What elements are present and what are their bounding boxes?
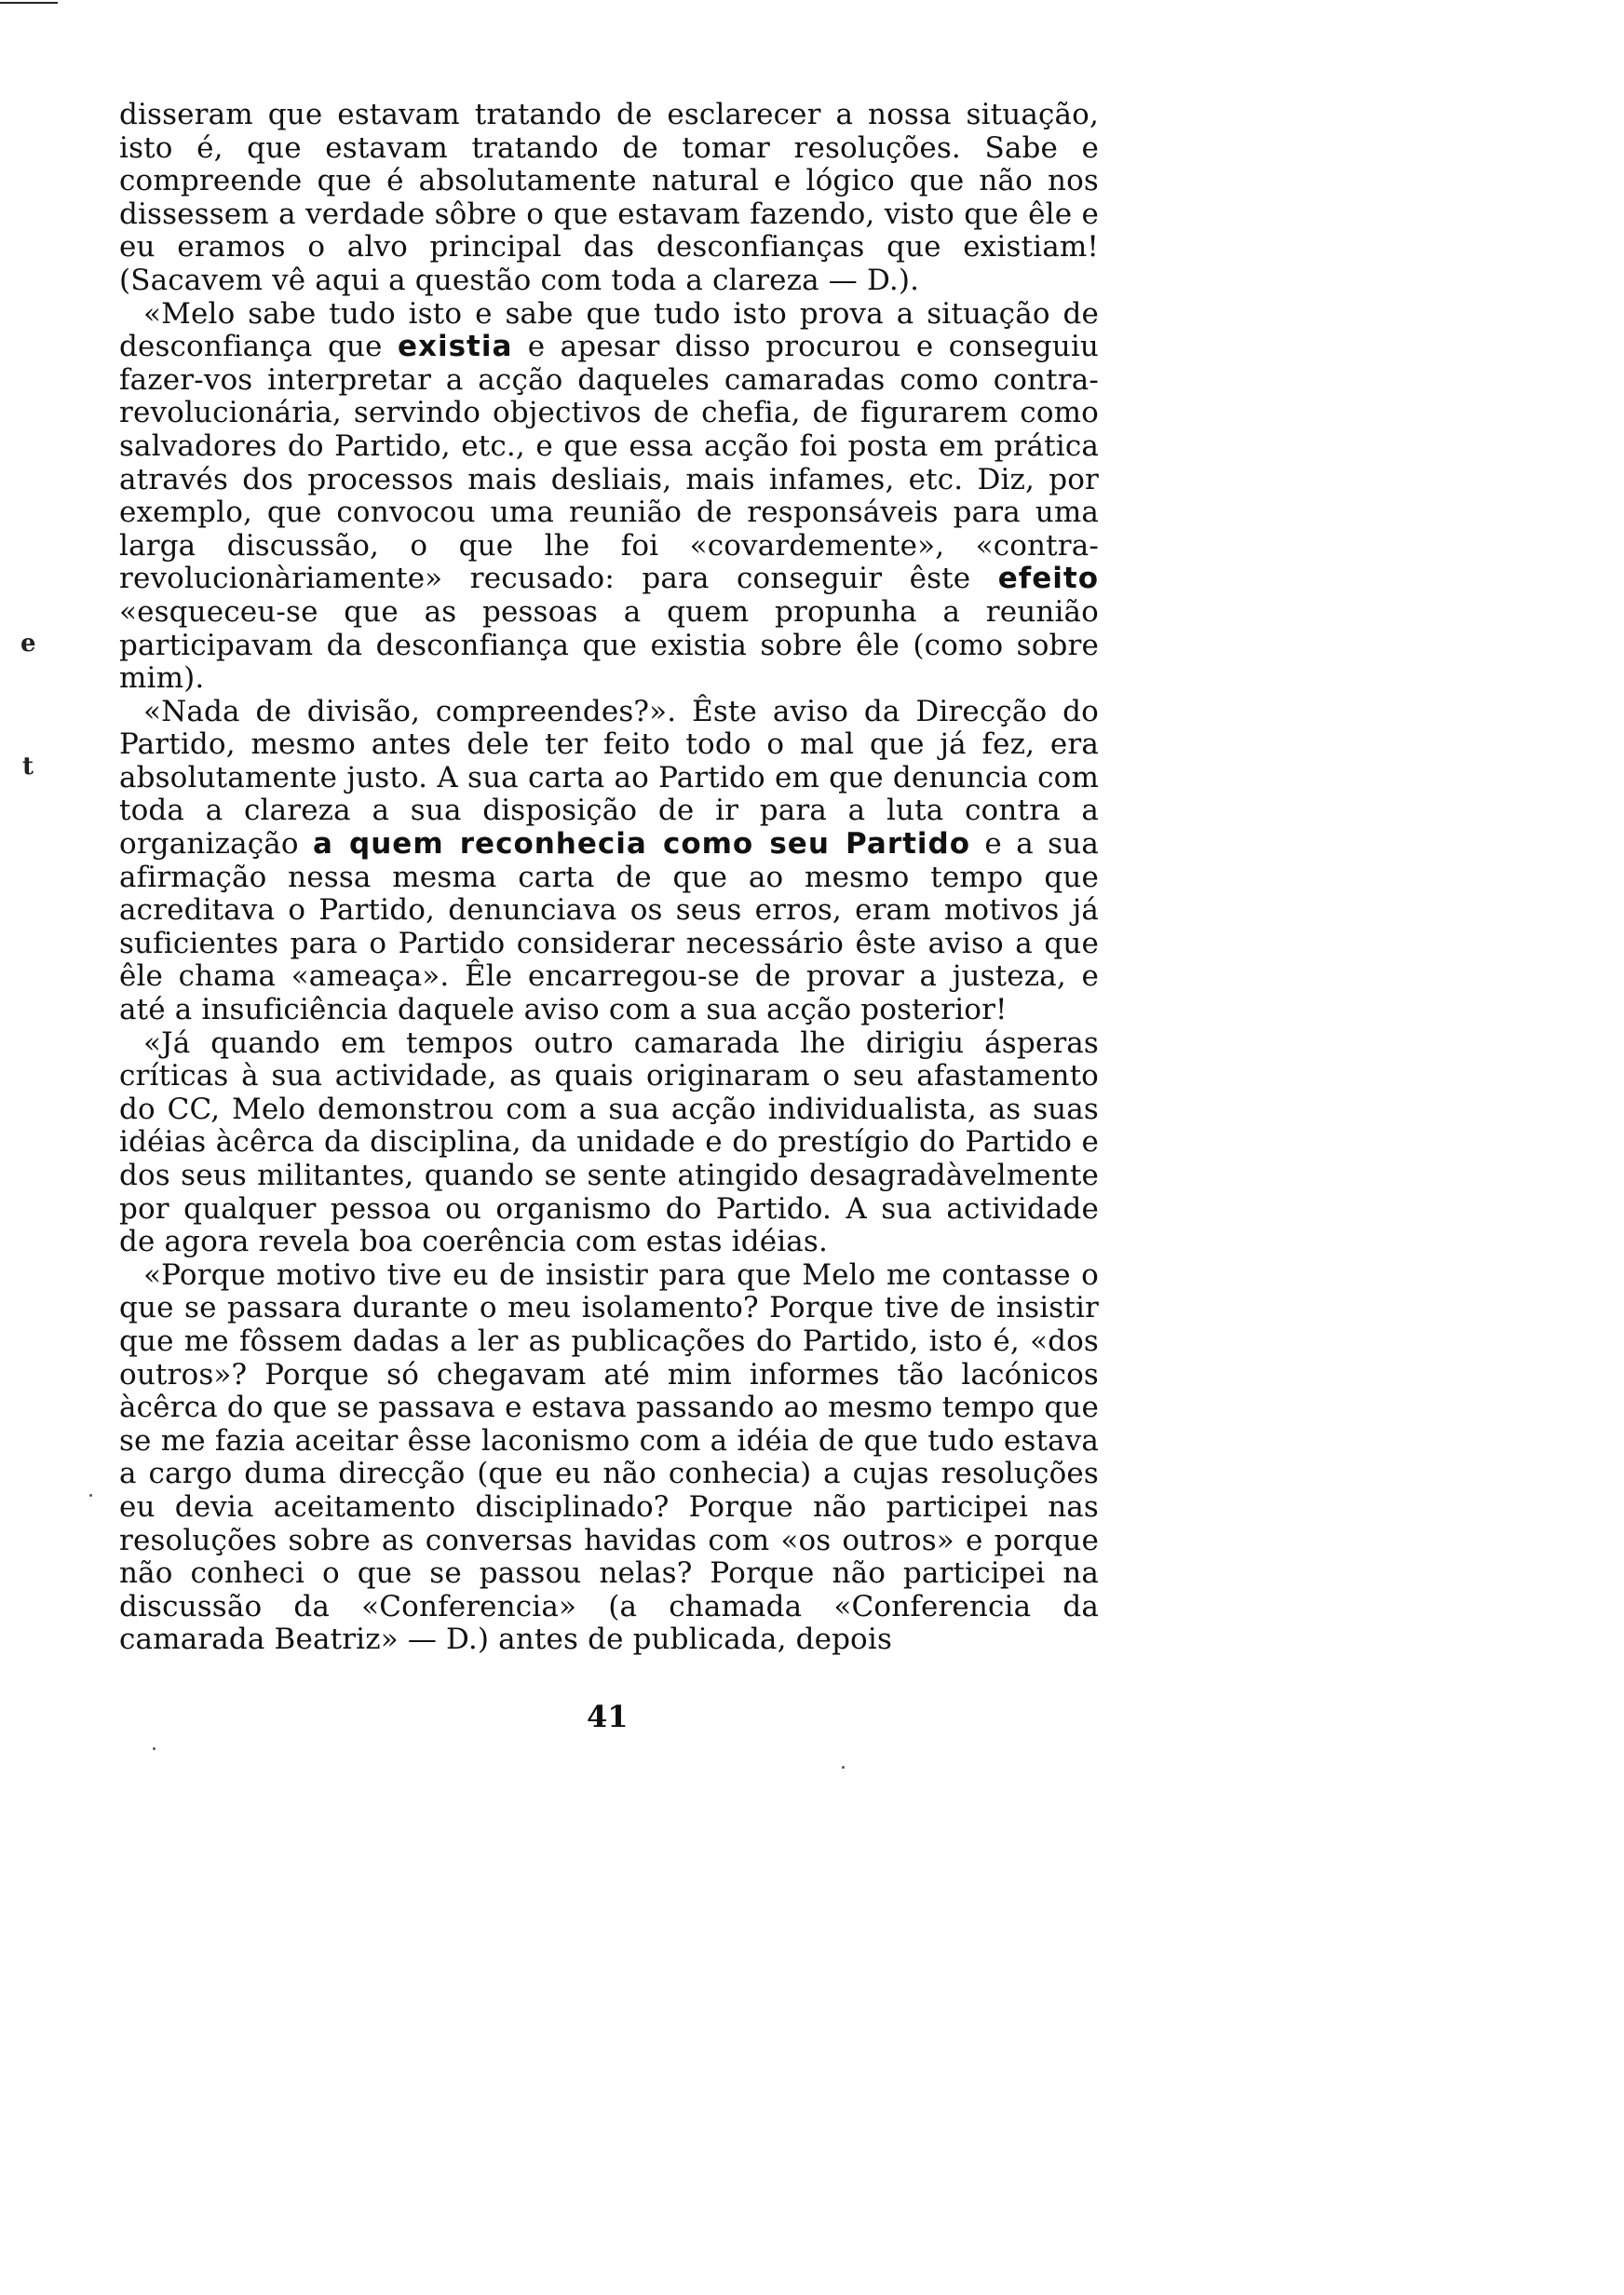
paragraph-text: e apesar disso procurou e conseguiu fazer-vos interpretar a acção daqueles camaradas como contra-revolucionária, servindo objectivos de chefia, de figurarem como salvadores do Partido, etc., e que essa acção foi posta em prática através dos processos mais desliais, mais infames, etc. Diz, por exemplo, que convocou uma reunião de responsáveis para uma larga discussão, o que lhe foi «covardemente», «contra-revolucionàriamente» recusado: para conseguir êste	[119, 330, 1100, 596]
emphasized-text: efeito	[997, 562, 1099, 596]
paragraph-text: disseram que estavam tratando de esclarecer a nossa situação, isto é, que estavam tratando de tomar resoluções. Sabe e compreende que é absolutamente natural e lógico que não nos dissessem a verdade sôbre o que estavam fazendo, visto que êle e eu eramos o alvo principal das desconfianças que existiam! (Sacavem vê aqui a questão com toda a clareza — D.).	[119, 98, 1099, 297]
paragraph-text: «Porque motivo tive eu de insistir para que Melo me contasse o que se passara durante o meu isolamento? Porque tive de insistir que me fôssem dadas a ler as publicações do Partido, isto é, «dos outros»? Porque só chegavam até mim informes tão lacónicos àcêrca do que se passava e estava passando ao mesmo tempo que se me fazia aceitar êsse laconismo com a idéia de que tudo estava a cargo duma direcção (que eu não conhecia) a cujas resoluções eu devia aceitamento disciplinado? Porque não participei nas resoluções sobre as conversas havidas com «os outros» e porque não conheci o que se passou nelas? Porque não participei na discussão da «Conferencia» (a chamada «Conferencia da camarada Beatriz» — D.) antes de publicada, depois	[119, 1257, 1099, 1657]
margin-mark-2: t	[22, 753, 34, 781]
scan-speck	[153, 1747, 156, 1750]
emphasized-text: a quem reconhecia como seu Partido	[313, 827, 971, 862]
paragraph-text: «Nada de divisão, compreendes?». Êste aviso da Direcção do Partido, mesmo antes dele ter feito todo o mal que já fez, era absolutamente justo. A sua carta ao Partido em que denuncia com toda a clareza a sua disposição de ir para a luta contra a organização	[119, 694, 1099, 862]
paragraph	[119, 99, 1099, 298]
corner-rule	[0, 2, 58, 4]
emphasized-text: existia	[397, 330, 513, 364]
paragraph	[119, 1259, 1099, 1657]
paragraph-text: «esqueceu-se que as pessoas a quem propunha a reunião participavam da desconfiança que existia sobre êle (como sobre mim).	[119, 594, 1099, 696]
paragraph	[119, 1027, 1099, 1259]
document-body	[119, 99, 1099, 1657]
paragraph-text: «Melo sabe tudo isto e sabe que tudo isto prova a situação de desconfiança que	[119, 296, 1099, 364]
page-number: 41	[587, 1699, 629, 1734]
margin-mark-1: e	[20, 630, 36, 658]
paragraph	[119, 696, 1099, 1027]
paragraph-text: «Já quando em tempos outro camarada lhe dirigiu ásperas críticas à sua actividade, as quais originaram o seu afastamento do CC, Melo demonstrou com a sua acção individualista, as suas idéias àcêrca da disciplina, da unidade e do prestígio do Partido e dos seus militantes, quando se sente atingido desagradàvelmente por qualquer pessoa ou organismo do Partido. A sua actividade de agora revela boa coerência com estas idéias.	[119, 1025, 1099, 1259]
scan-speck	[89, 1494, 92, 1497]
paragraph	[119, 298, 1099, 696]
scan-speck	[842, 1766, 845, 1769]
paragraph-text: e a sua afirmação nessa mesma carta de que ao mesmo tempo que acreditava o Partido, denunciava os seus erros, eram motivos já suficientes para o Partido considerar necessário êste aviso a que êle chama «ameaça». Êle encarregou-se de provar a justeza, e até a insuficiência daquele aviso com a sua acção posterior!	[119, 827, 1099, 1027]
